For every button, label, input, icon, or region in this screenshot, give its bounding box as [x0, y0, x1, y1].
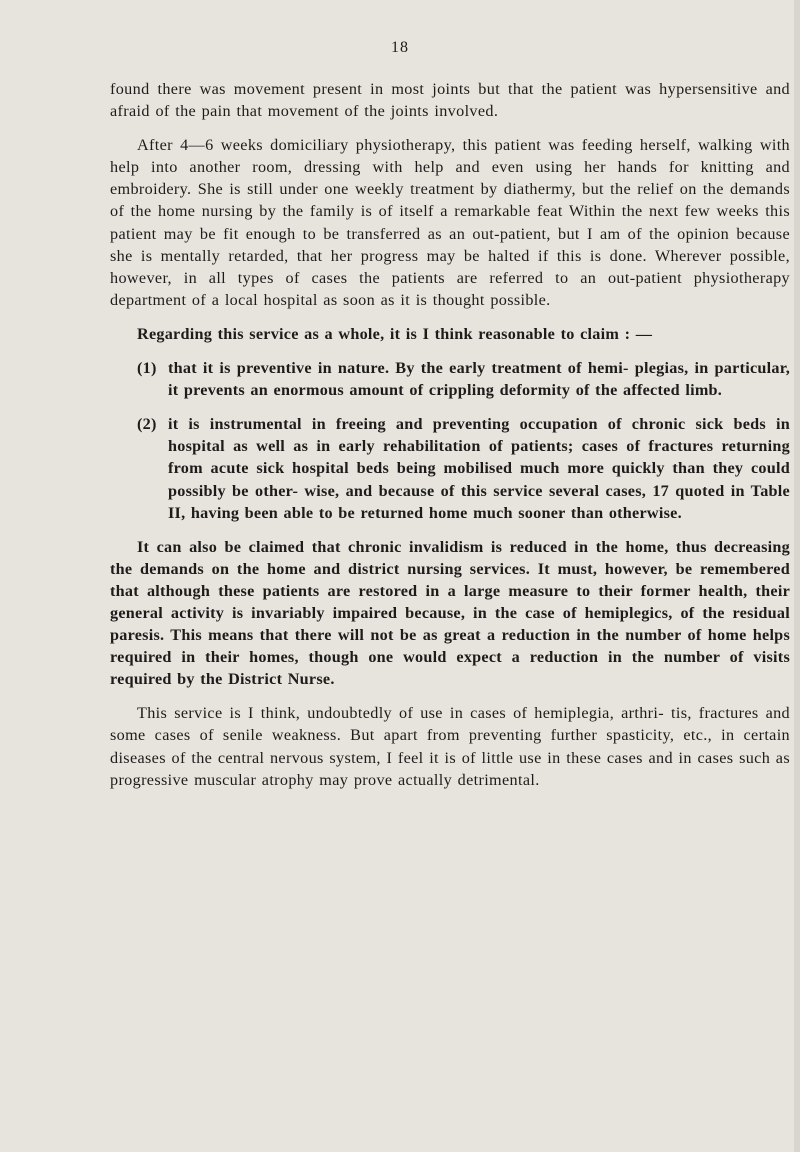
claim-number-2: (2)	[137, 415, 157, 434]
page-number: 18	[391, 39, 409, 56]
paragraph-invalidism: It can also be claimed that chronic invalidism is reduced in the home, thus decreasing the demands on the home and district nursing services. It must, however, be remembered that although these patients are restored in a large measure to their former health, their general activity is invariably impaired because, in the case of hemiplegics, of the residual paresis. This means that there will not be as great a reduction in the number of home helps required in their homes, though one would expect a reduction in the number of visits required by the District Nurse.	[110, 537, 790, 689]
paragraph-service-use: This service is I think, undoubtedly of use in cases of hemiplegia, arthri- tis, fractures and some cases of senile weakness. But apart from preventing further spasticity, etc., in certain diseases of the central nervous system, I feel it is of little use in these cases and in cases such as progressive muscular atrophy may prove actually detrimental.	[110, 704, 790, 789]
claim-item-2	[137, 413, 790, 523]
paragraph-continuation: found there was movement present in most joints but that the patient was hypersensitive and afraid of the pain that movement of the joints involved.	[110, 80, 790, 121]
claim-text-1: that it is preventive in nature. By the early treatment of hemi- plegias, in particular, it prevents an enormous amount of crippling deformity of the affected limb.	[168, 359, 790, 400]
claim-item-1	[137, 357, 790, 401]
document-body	[110, 78, 790, 791]
paragraph-treatment-progress: After 4—6 weeks domiciliary physiotherapy, this patient was feeding herself, walking with help into another room, dressing with help and even using her hands for knitting and embroidery. She is still under one weekly treatment by diathermy, but the relief on the demands of the home nursing by the family is of itself a remarkable feat Within the next few weeks this patient may be fit enough to be transferred as an out-patient, but I am of the opinion because she is mentally retarded, that her progress may be halted if this is done. Wherever possible, however, in all types of cases the patients are referred to an out-patient physiotherapy department of a local hospital as soon as it is thought possible.	[110, 136, 790, 309]
claim-text-2: it is instrumental in freeing and preventing occupation of chronic sick beds in hospital as well as in early rehabilitation of patients; cases of fractures returning from acute sick hospital beds being mobilised much more quickly than they could possibly be other- wise, and because of this service several cases, 17 quoted in Table II, having been able to be returned home much sooner than otherwise.	[168, 415, 790, 522]
paragraph-claims-intro: Regarding this service as a whole, it is I think reasonable to claim : —	[137, 324, 653, 343]
page-edge-shadow	[794, 0, 800, 1152]
claim-number-1: (1)	[137, 359, 157, 378]
